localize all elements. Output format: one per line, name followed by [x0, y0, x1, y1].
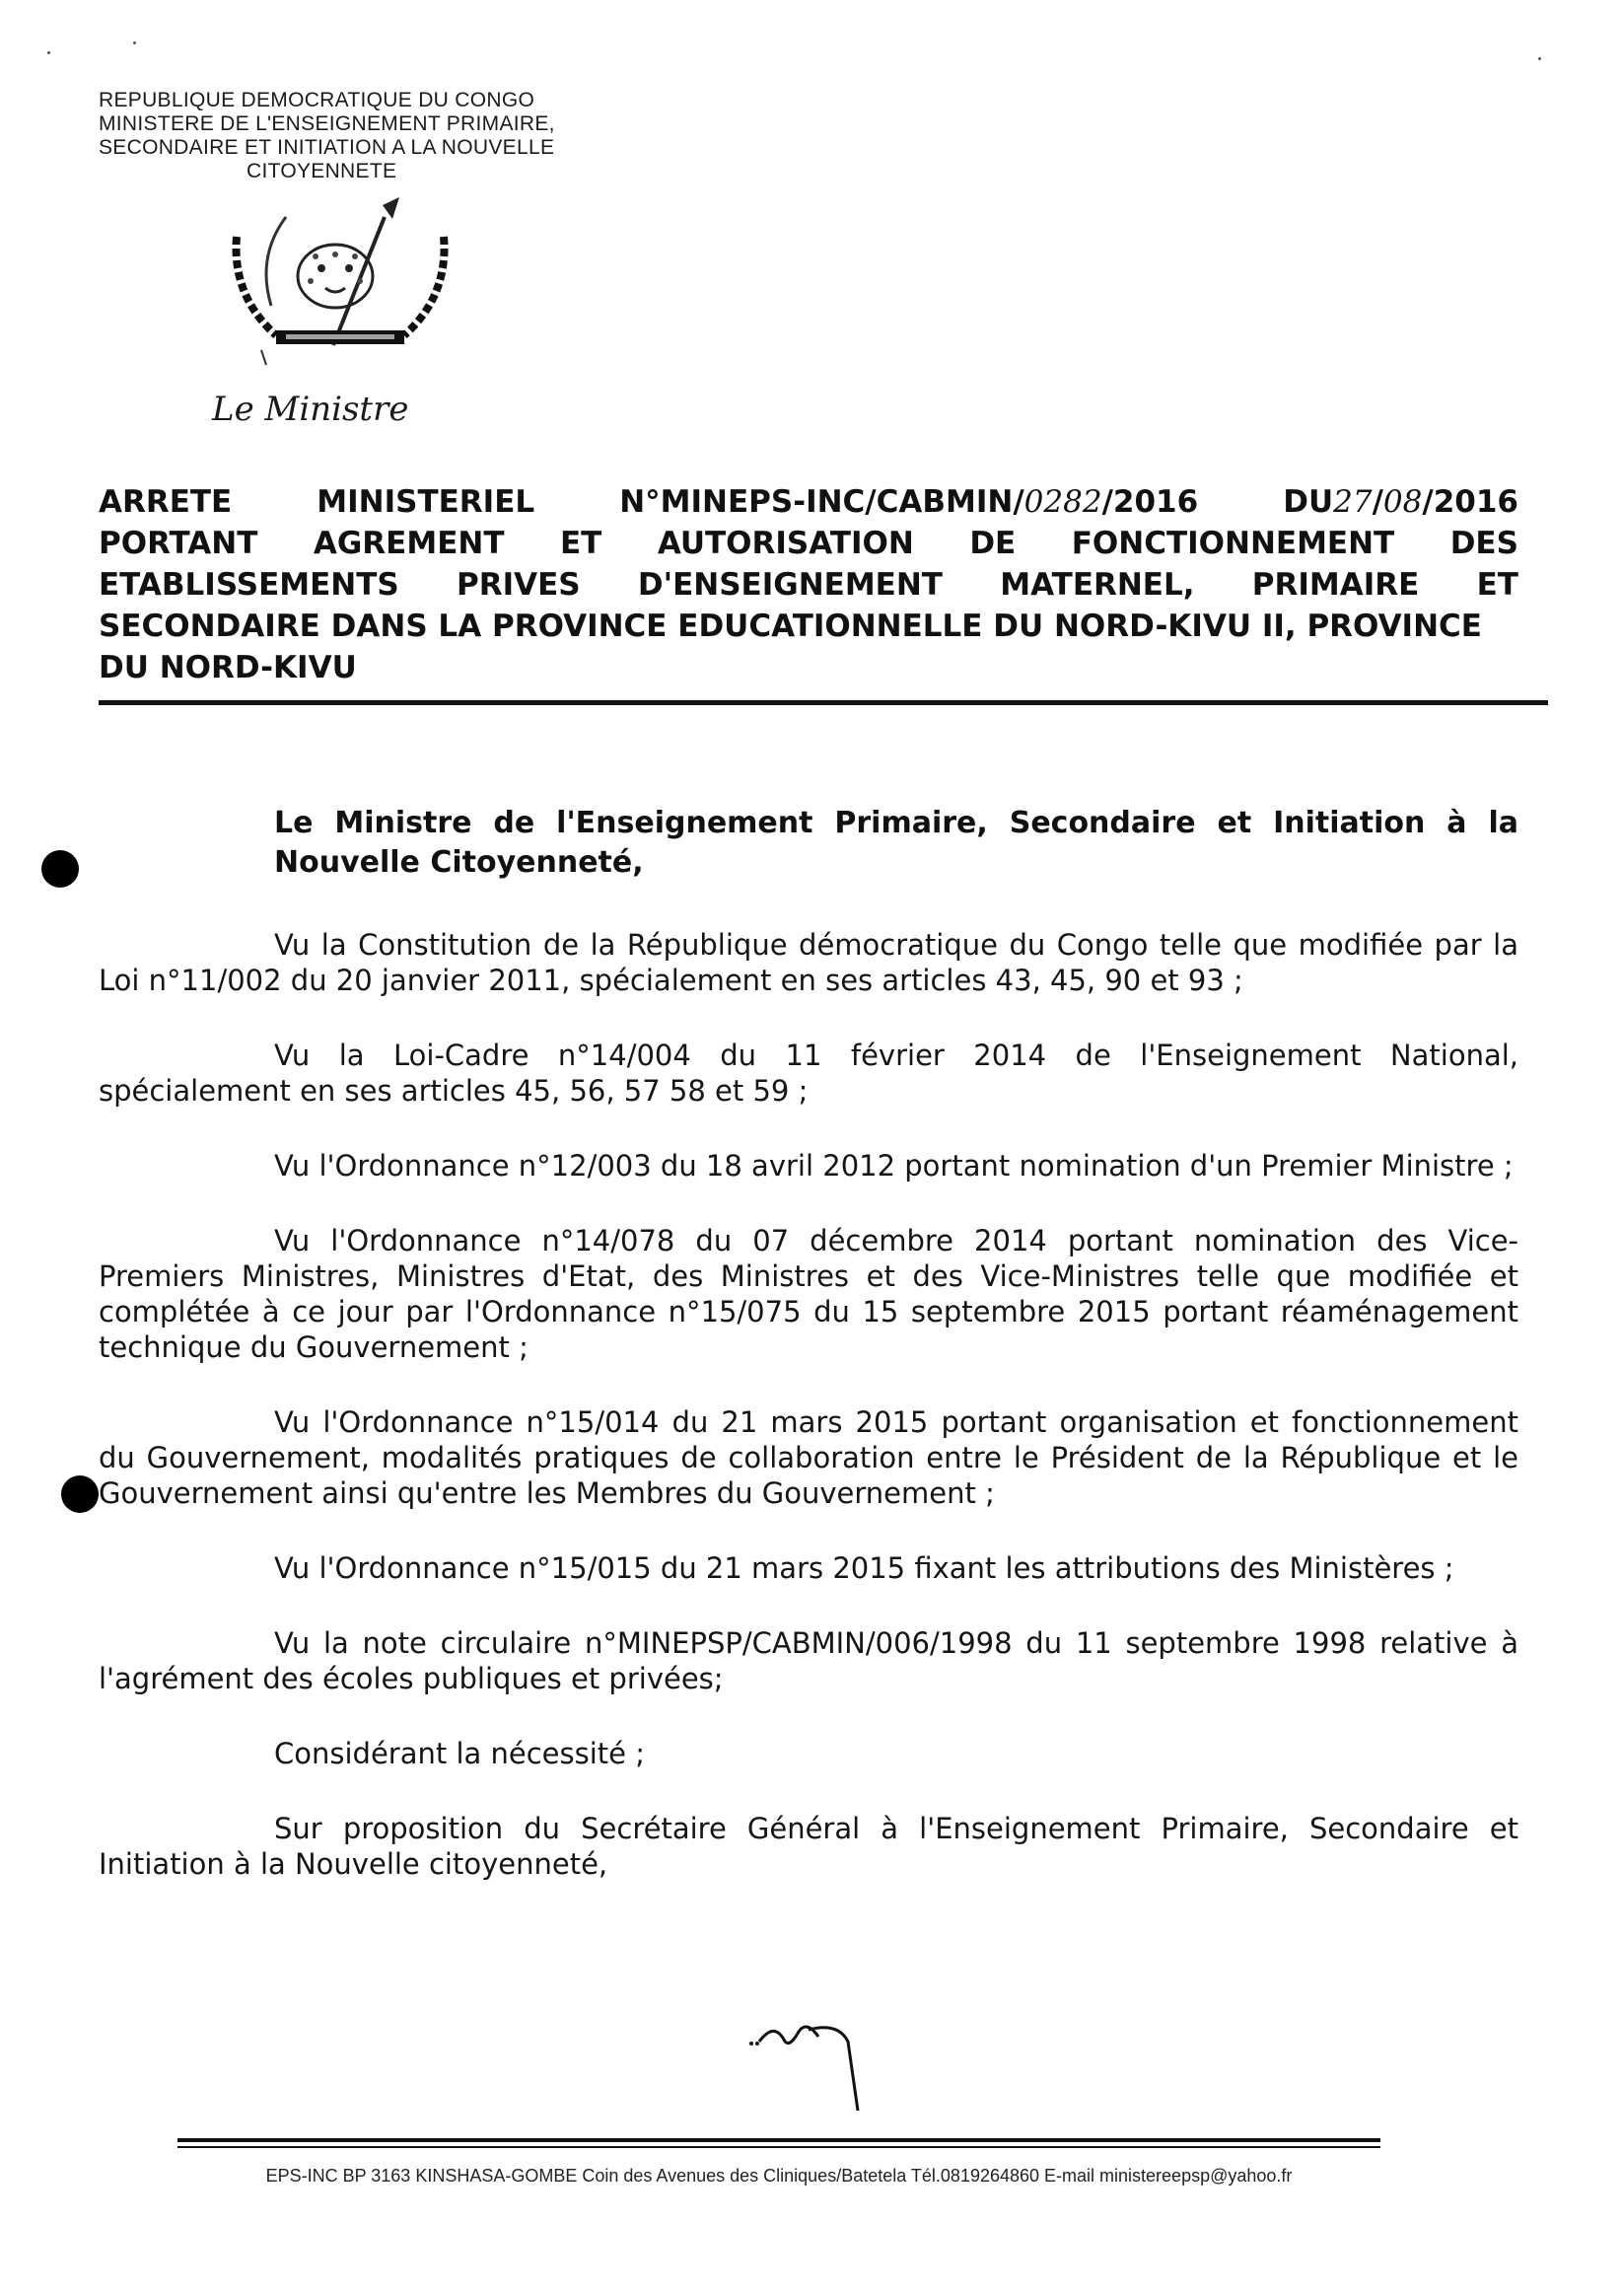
decree-title-line3: ETABLISSEMENTS PRIVES D'ENSEIGNEMENT MATERNEL, PRIMAIRE ET — [99, 567, 1518, 603]
scan-speck — [133, 41, 136, 44]
paragraph: Vu la Loi-Cadre n°14/004 du 11 février 2014 de l'Enseignement National, spécialement en ses articles 45, 56, 57 58 et 59 ; — [99, 1039, 1518, 1108]
letterhead — [99, 89, 690, 183]
leopard-coat-of-arms-icon — [217, 197, 463, 370]
punch-hole-mark — [41, 850, 79, 888]
paragraph: Vu l'Ordonnance n°15/015 du 21 mars 2015 fixant les attributions des Ministères ; — [274, 1551, 1454, 1585]
decree-body — [99, 927, 1518, 1921]
handwritten-month: 08 — [1382, 484, 1423, 520]
handwritten-decree-number: 0282 — [1023, 484, 1102, 520]
paragraph: Sur proposition du Secrétaire Général à l'Enseignement Primaire, Secondaire et Initiation à la Nouvelle citoyenneté, — [99, 1812, 1518, 1881]
decree-number: N°MINEPS-INC/CABMIN/0282/2016 — [619, 484, 1199, 520]
scan-speck — [47, 51, 50, 54]
title-divider — [99, 700, 1548, 705]
decree-date: DU27/08/2016 — [1283, 484, 1518, 520]
ministry-name-line1: MINISTERE DE L'ENSEIGNEMENT PRIMAIRE, — [99, 112, 555, 135]
decree-title-line2: PORTANT AGREMENT ET AUTORISATION DE FONCTIONNEMENT DES — [99, 526, 1518, 561]
decree-title — [99, 481, 1518, 688]
paragraph: Vu la Constitution de la République démocratique du Congo telle que modifiée par la Loi n°11/002 du 20 janvier 2011, spécialement en ses articles 43, 45, 90 et 93 ; — [99, 928, 1518, 997]
ministry-name-line2: SECONDAIRE ET INITIATION A LA NOUVELLE — [99, 136, 555, 159]
ministry-name-line3: CITOYENNETE — [247, 160, 397, 182]
punch-hole-mark — [61, 1475, 99, 1513]
decree-label: ARRETE — [99, 484, 233, 520]
decree-title-line5: DU NORD-KIVU — [99, 650, 357, 685]
paragraph: Considérant la nécessité ; — [274, 1737, 645, 1770]
minister-preamble: Le Ministre de l'Enseignement Primaire, Secondaire et Initiation à la Nouvelle Citoyenneté, — [274, 806, 1518, 880]
paragraph: Vu l'Ordonnance n°12/003 du 18 avril 2012 portant nomination d'un Premier Ministre ; — [274, 1149, 1514, 1183]
handwritten-initials — [749, 2012, 887, 2120]
handwritten-day: 27 — [1333, 484, 1373, 520]
paragraph: Vu l'Ordonnance n°14/078 du 07 décembre 2014 portant nomination des Vice-Premiers Ministres, Ministres d'Etat, des Ministres et des Vice-Ministres telle que modifiée et complétée à ce jour par l'Ordonnance n°15/075 du 15 septembre 2015 portant réaménagement technique du Gouvernement ; — [99, 1224, 1518, 1364]
paragraph: Vu la note circulaire n°MINEPSP/CABMIN/006/1998 du 11 septembre 1998 relative à l'agrément des écoles publiques et privées; — [99, 1626, 1518, 1695]
country-name: REPUBLIQUE DEMOCRATIQUE DU CONGO — [99, 89, 535, 111]
footer-contact: EPS-INC BP 3163 KINSHASA-GOMBE Coin des Avenues des Cliniques/Batetela Tél.0819264860 E-mail ministereepsp@yahoo.fr — [265, 2166, 1293, 2186]
scan-speck — [1538, 57, 1541, 60]
decree-label2: MINISTERIEL — [317, 484, 535, 520]
footer-divider — [177, 2138, 1380, 2142]
decree-title-line4: SECONDAIRE DANS LA PROVINCE EDUCATIONNELLE DU NORD-KIVU II, PROVINCE — [99, 609, 1482, 644]
minister-title: Le Ministre — [212, 390, 409, 429]
paragraph: Vu l'Ordonnance n°15/014 du 21 mars 2015 portant organisation et fonctionnement du Gouvernement, modalités pratiques de collaboration entre le Président de la République et le Gouvernement ainsi qu'entre les Membres du Gouvernement ; — [99, 1405, 1518, 1510]
footer-divider-thin — [177, 2146, 1380, 2148]
decree-title-line1 — [99, 481, 1518, 523]
